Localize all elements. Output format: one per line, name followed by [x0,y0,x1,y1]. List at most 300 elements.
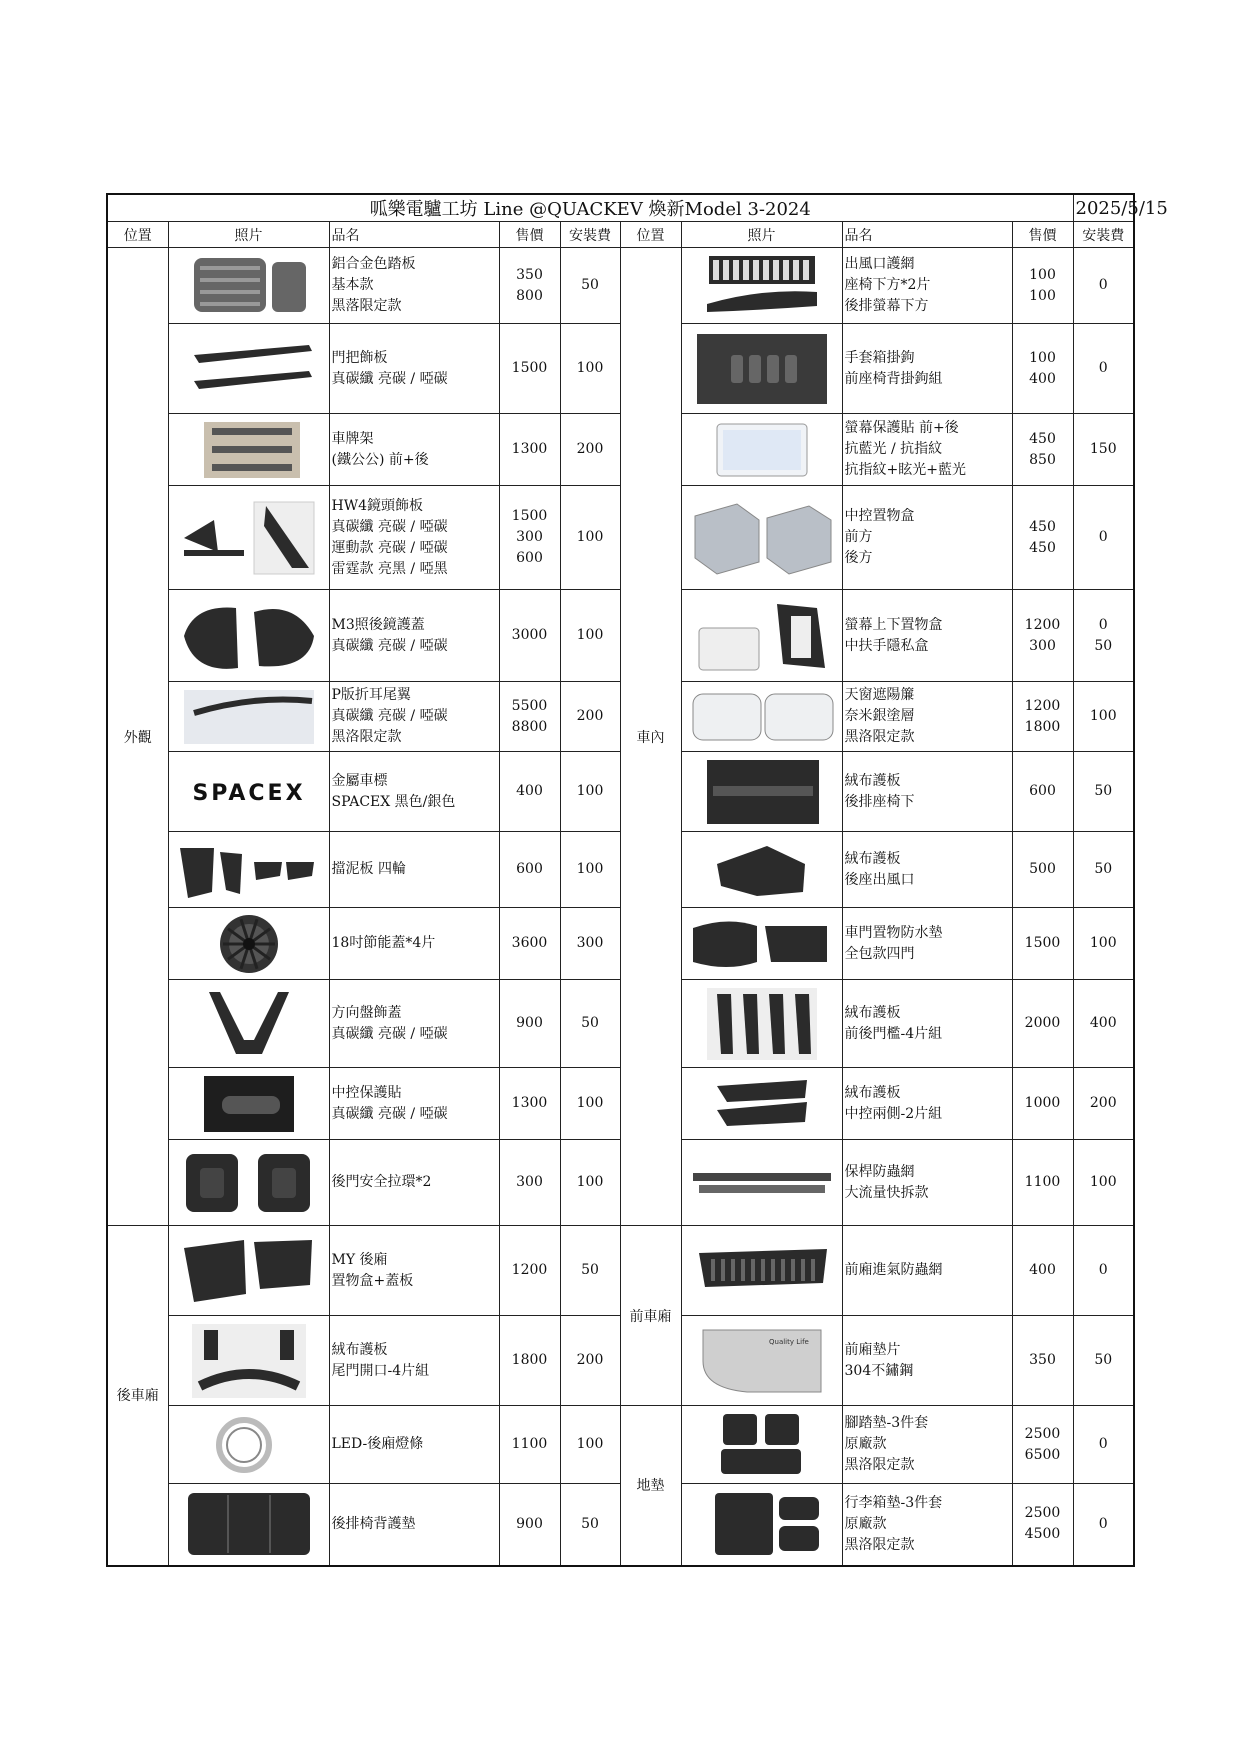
product-price [1012,414,1073,486]
install-fee [1073,832,1134,908]
product-name-line: 中控保護貼 [331,1084,402,1101]
price-line: 300 [516,1174,543,1190]
install-fee-line: 50 [1094,783,1113,799]
product-photo [168,1316,329,1406]
bumper-mesh-icon [687,1144,837,1222]
price-line: 450 [1029,539,1056,556]
price-line: 350 [516,266,543,283]
install-fee [1073,980,1134,1068]
header-position: 位置 [107,222,168,248]
product-price [1012,1484,1073,1566]
product-price [1012,752,1073,832]
price-line: 600 [516,861,543,877]
section-mats: 地墊 [620,1406,681,1566]
product-name [329,486,499,590]
install-fee [560,1068,620,1140]
install-fee-line: 50 [581,1262,599,1278]
product-photo [168,908,329,980]
price-line: 300 [516,529,543,545]
product-name [329,1068,499,1140]
product-name [329,1140,499,1226]
product-name [842,414,1012,486]
install-fee [1073,414,1134,486]
header-row [107,222,1134,248]
product-photo [681,1316,842,1406]
product-name-line: 真碳纖 亮碳 / 啞碳 [331,637,448,654]
product-name-line: LED-後廂燈條 [331,1436,424,1452]
product-name-line: 後排椅背護墊 [331,1515,416,1532]
product-name-line: 出風口護網 [844,256,915,272]
price-line: 300 [1029,637,1056,654]
header-photo: 照片 [168,222,329,248]
mudflap-icon [174,836,324,904]
install-fee [560,1406,620,1484]
pedal-icon [174,252,324,320]
install-fee-line: 100 [576,529,604,545]
price-line: 4500 [1024,1526,1061,1543]
install-fee-line: 200 [576,441,604,457]
spoiler-icon [174,686,324,748]
product-photo [681,682,842,752]
product-name [329,248,499,324]
price-line: 1100 [1024,1174,1061,1190]
install-fee-line: 100 [576,783,604,799]
door-handle-trim-icon [174,328,324,410]
price-line: 900 [516,1515,543,1532]
product-price [1012,1316,1073,1406]
product-price [499,752,560,832]
product-photo [681,752,842,832]
price-line: 100 [1029,266,1056,283]
product-name-line: 真碳纖 亮碳 / 啞碳 [331,1025,448,1042]
install-fee-line: 400 [1089,1015,1117,1031]
product-photo [681,1140,842,1226]
product-price [499,486,560,590]
product-name [842,486,1012,590]
product-photo [681,980,842,1068]
product-name-line: M3照後鏡護蓋 [331,616,425,633]
install-fee-line: 100 [1089,1174,1117,1190]
door-mat-icon [687,912,837,976]
product-name-line: 車牌架 [331,430,374,447]
price-line: 2500 [1024,1425,1061,1442]
product-price [1012,248,1073,324]
install-fee [560,1226,620,1316]
install-fee [1073,682,1134,752]
product-name [329,908,499,980]
product-name [842,1226,1012,1316]
install-fee-line: 100 [1089,935,1117,951]
product-name-line: 雷霆款 亮黑 / 啞黑 [331,560,448,577]
install-fee-line: 100 [576,1095,604,1111]
install-fee-line: 0 [1098,1515,1108,1532]
product-name-line: 後座出風口 [844,871,915,888]
product-name-line: 後排螢幕下方 [844,298,929,314]
price-line: 5500 [511,697,548,714]
install-fee-line: 200 [576,1352,604,1368]
frunk-plate-icon [687,1320,837,1402]
product-name-line: SPACEX 黑色/銀色 [331,793,456,810]
product-name-line: 黑落限定款 [331,298,402,314]
install-fee-line: 50 [1094,1352,1113,1368]
product-name [842,1406,1012,1484]
product-name-line: 真碳纖 亮碳 / 啞碳 [331,370,448,387]
tailgate-liner-icon [174,1320,324,1402]
product-name [329,324,499,414]
install-fee-line: 50 [581,1015,599,1031]
product-name-line: 前座椅背掛鉤組 [844,370,943,387]
product-photo [168,1226,329,1316]
product-name [842,832,1012,908]
install-fee-line: 0 [1098,1262,1108,1278]
product-name-line: 真碳纖 亮碳 / 啞碳 [331,518,448,535]
install-fee-line: 50 [581,1515,599,1532]
product-name-line: 抗指紋+眩光+藍光 [844,462,966,478]
seatback-mat-icon [174,1487,324,1561]
header-photo-right: 照片 [681,222,842,248]
product-price [499,1068,560,1140]
product-name-line: 鋁合金色踏板 [331,256,416,272]
install-fee-line: 0 [1098,277,1108,293]
product-name-line: 黑洛限定款 [844,1457,915,1473]
install-fee [560,908,620,980]
hook-icon [687,328,837,410]
install-fee-line: 100 [576,1436,604,1452]
product-name-line: 行李箱墊-3件套 [844,1494,943,1511]
product-name [842,1316,1012,1406]
price-line: 1300 [511,441,548,457]
product-price [499,1140,560,1226]
product-name [842,324,1012,414]
install-fee [560,980,620,1068]
product-name-line: 前廂墊片 [844,1341,901,1358]
table-row [107,248,1134,324]
price-line: 2500 [1024,1505,1061,1522]
screen-tray-icon [687,594,837,678]
product-name-line: 原廠款 [844,1515,887,1532]
price-line: 350 [1029,1352,1056,1368]
product-name-line: P版折耳尾翼 [331,687,411,703]
install-fee [560,590,620,682]
product-price [1012,832,1073,908]
product-name-line: 奈米銀塗層 [844,708,915,724]
install-fee-line: 100 [576,360,604,376]
install-fee [560,682,620,752]
wheel-cover-icon [174,912,324,976]
price-line: 3000 [511,627,548,643]
product-price [499,248,560,324]
product-name-line: 門把飾板 [331,349,388,366]
product-price [499,980,560,1068]
install-fee [560,324,620,414]
price-line: 1200 [1024,616,1061,633]
install-fee-line: 100 [576,1174,604,1190]
product-name [329,1406,499,1484]
product-name [842,1068,1012,1140]
product-photo [681,590,842,682]
console-film-icon [174,1072,324,1136]
vent-grille-icon [687,252,837,320]
steering-trim-icon [174,984,324,1064]
product-photo [168,414,329,486]
product-photo [681,486,842,590]
product-photo [681,908,842,980]
product-name [842,590,1012,682]
price-line: 6500 [1024,1446,1061,1463]
install-fee [560,414,620,486]
install-fee-line: 300 [576,935,604,951]
price-line: 1800 [511,1352,548,1368]
product-name-line: 車門置物防水墊 [844,924,943,941]
header-name-right: 品名 [842,222,1012,248]
seat-liner-icon [687,756,837,828]
install-fee [1073,1316,1134,1406]
install-fee [560,1484,620,1566]
product-name [842,752,1012,832]
product-name-line: 黑洛限定款 [844,1536,915,1553]
product-photo [168,486,329,590]
install-fee-line: 50 [581,277,599,293]
product-name-line: 絨布護板 [844,850,901,867]
product-name-line: 運動款 亮碳 / 啞碳 [331,539,448,556]
price-line: 1300 [511,1095,548,1111]
product-price [499,1484,560,1566]
price-line: 1500 [511,508,548,524]
product-name [329,1226,499,1316]
frunk-plate-label: Quality Life [768,1337,809,1346]
install-fee-line: 100 [1089,708,1117,724]
trunk-mat-icon [687,1487,837,1561]
product-name [329,752,499,832]
install-fee [560,486,620,590]
product-price [499,414,560,486]
product-name-line: HW4鏡頭飾板 [331,497,424,514]
product-price [1012,486,1073,590]
price-line: 1100 [511,1436,548,1452]
product-price [1012,1068,1073,1140]
install-fee [560,752,620,832]
product-price [499,832,560,908]
product-name [329,832,499,908]
product-name-line: 真碳纖 亮碳 / 啞碳 [331,708,448,724]
price-line: 3600 [511,935,548,951]
product-name-line: 前後門檻-4片組 [844,1025,943,1042]
price-line: 1800 [1024,718,1061,735]
product-name-line: 螢幕保護貼 前+後 [844,420,959,436]
product-name [842,682,1012,752]
product-photo [168,1140,329,1226]
product-price [499,1406,560,1484]
product-name-line: 腳踏墊-3件套 [844,1415,929,1431]
console-organizer-icon [687,496,837,580]
price-line: 400 [1029,370,1056,387]
install-fee [560,1316,620,1406]
product-photo [168,1484,329,1566]
section-frunk: 前車廂 [620,1226,681,1406]
product-name-line: 黑洛限定款 [331,729,402,745]
install-fee [1073,1226,1134,1316]
product-photo [681,1068,842,1140]
install-fee-line: 200 [576,708,604,724]
camera-trim-icon [174,496,324,580]
install-fee [560,248,620,324]
trunk-box-icon [174,1230,324,1312]
product-name-line: 304不鏽鋼 [844,1362,914,1379]
product-name-line: 絨布護板 [331,1341,388,1358]
product-name [329,590,499,682]
sheet-date: 2025/5/15 [1073,194,1134,222]
product-photo [168,1406,329,1484]
product-name-line: 擋泥板 四輪 [331,861,406,877]
product-name [842,1484,1012,1566]
product-name-line: 真碳纖 亮碳 / 啞碳 [331,1105,448,1122]
install-fee-line: 0 [1098,360,1108,376]
install-fee-line: 150 [1089,441,1117,457]
product-name [329,980,499,1068]
product-photo [681,324,842,414]
price-line: 100 [1029,349,1056,366]
mirror-cover-icon [174,594,324,678]
product-name-line: 絨布護板 [844,772,901,789]
price-line: 450 [1029,518,1056,535]
product-name-line: 置物盒+蓋板 [331,1272,414,1289]
install-fee-line: 50 [1094,637,1113,654]
screen-protector-icon [687,418,837,482]
product-name-line: 基本款 [331,277,374,293]
product-name-line: 後門安全拉環*2 [331,1174,432,1190]
price-line: 800 [516,287,543,304]
product-price [1012,324,1073,414]
price-line: 900 [516,1015,543,1031]
product-name-line: 全包款四門 [844,945,915,962]
product-name [842,1140,1012,1226]
product-name-line: 天窗遮陽簾 [844,687,915,703]
product-name [329,414,499,486]
install-fee [560,832,620,908]
table-row [107,1406,1134,1484]
section-exterior: 外觀 [107,248,168,1226]
product-name [329,1316,499,1406]
install-fee-line: 100 [576,627,604,643]
product-name-line: 中扶手隱私盒 [844,637,929,654]
product-price [1012,1226,1073,1316]
product-name-line: 18吋節能蓋*4片 [331,935,436,951]
price-line: 1500 [1024,935,1061,951]
price-line: 450 [1029,430,1056,447]
section-rear: 後車廂 [107,1226,168,1566]
product-price [499,590,560,682]
install-fee [1073,908,1134,980]
product-name-line: 保桿防蟲網 [844,1163,915,1180]
product-photo [681,1226,842,1316]
product-price [499,324,560,414]
product-name-line: 大流量快拆款 [844,1184,929,1201]
product-photo [681,1484,842,1566]
product-name [329,682,499,752]
product-price [499,1316,560,1406]
product-photo [168,980,329,1068]
product-price [499,908,560,980]
install-fee [1073,1140,1134,1226]
product-name-line: 座椅下方*2片 [844,277,931,293]
floor-mat-icon [687,1410,837,1480]
product-name-line: 尾門開口-4片組 [331,1362,430,1379]
section-interior: 車內 [620,248,681,1226]
door-pull-ring-icon [174,1144,324,1222]
price-line: 2000 [1024,1015,1061,1031]
price-line: 1200 [1024,697,1061,714]
price-line: 100 [1029,287,1056,304]
product-name-line: 手套箱掛鉤 [844,349,915,366]
product-photo [168,682,329,752]
product-photo [681,1406,842,1484]
install-fee-line: 50 [1094,861,1113,877]
header-install: 安裝費 [560,222,620,248]
header-install-right: 安裝費 [1073,222,1134,248]
sunshade-icon [687,686,837,748]
install-fee-line: 200 [1089,1095,1117,1111]
product-name-line: 前廂進氣防蟲網 [844,1262,943,1278]
product-name-line: 原廠款 [844,1436,887,1452]
price-line: 400 [516,783,543,799]
header-position-right: 位置 [620,222,681,248]
install-fee [1073,590,1134,682]
product-name-line: 方向盤飾蓋 [331,1004,402,1021]
spacex-badge-icon [174,756,324,828]
intake-mesh-icon [687,1230,837,1312]
product-photo [168,1068,329,1140]
product-photo [681,248,842,324]
install-fee-line: 0 [1098,529,1108,545]
product-name-line: 後方 [844,550,873,566]
product-price [1012,1406,1073,1484]
product-name-line: 絨布護板 [844,1004,901,1021]
product-name-line: 黑洛限定款 [844,729,915,745]
header-price-right: 售價 [1012,222,1073,248]
product-name-line: MY 後廂 [331,1251,388,1268]
product-name [842,908,1012,980]
vent-liner-icon [687,836,837,904]
sheet-title: 呱樂電驢工坊 Line @QUACKEV 煥新Model 3-2024 [107,194,1073,222]
product-name-line: 螢幕上下置物盒 [844,616,943,633]
header-price: 售價 [499,222,560,248]
product-price [1012,682,1073,752]
table-row [107,1226,1134,1316]
product-name-line: 前方 [844,529,873,545]
price-line: 500 [1029,861,1056,877]
spacex-badge-text: SPACEX [191,780,306,806]
product-price [1012,590,1073,682]
product-price [499,1226,560,1316]
install-fee [1073,248,1134,324]
license-plate-frame-icon [174,418,324,482]
price-sheet [106,193,1168,1567]
header-name: 品名 [329,222,499,248]
price-line: 8800 [511,718,548,735]
product-name-line: 絨布護板 [844,1084,901,1101]
install-fee-line: 0 [1098,616,1108,633]
product-name [842,248,1012,324]
product-price [1012,980,1073,1068]
product-photo [681,414,842,486]
install-fee [1073,752,1134,832]
price-line: 1200 [511,1262,548,1278]
price-line: 400 [1029,1262,1056,1278]
product-name [842,980,1012,1068]
install-fee [560,1140,620,1226]
product-photo [168,248,329,324]
product-name-line: 中控兩側-2片組 [844,1105,943,1122]
